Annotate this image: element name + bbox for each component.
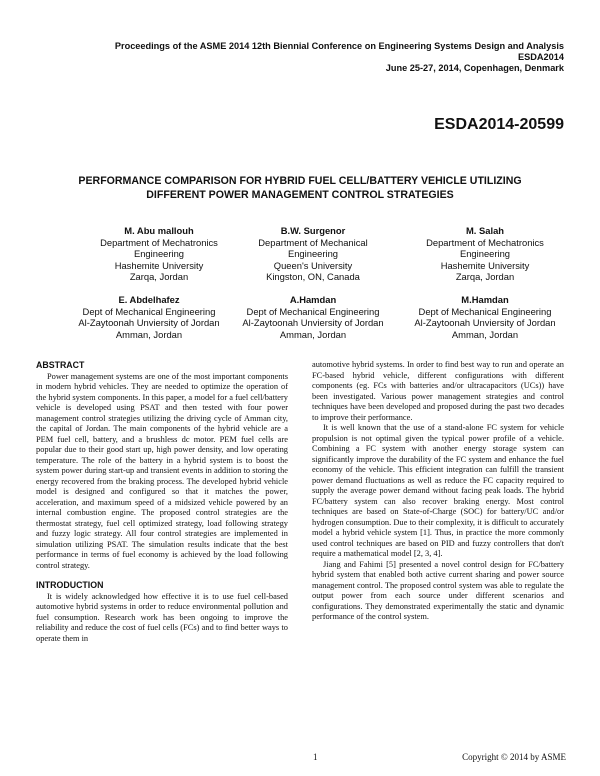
author-affiliation-line: Amman, Jordan — [279, 328, 347, 340]
author-name: A.Hamdan — [289, 294, 337, 305]
author-affiliation-line: Zarqa, Jordan — [455, 271, 515, 283]
author-affiliation-line: Kingston, ON, Canada — [266, 271, 360, 283]
author-affiliation-line: Dept of Mechanical Engineering — [246, 305, 380, 317]
author-affiliation-line: Amman, Jordan — [115, 328, 183, 340]
author-affiliation-line: Department of Mechatronics — [426, 236, 544, 248]
page-number: 1 — [313, 752, 318, 762]
right-column — [312, 360, 564, 623]
left-column — [36, 360, 288, 644]
author-affiliation-line: Amman, Jordan — [451, 328, 519, 340]
author-name: B.W. Surgenor — [280, 225, 346, 236]
author-affiliation-line: Hashemite University — [440, 259, 530, 271]
abstract-heading: ABSTRACT — [36, 360, 85, 370]
author-name: E. Abdelhafez — [118, 294, 180, 305]
author-block — [390, 294, 580, 340]
author-affiliation-line: Al-Zaytoonah Unviersity of Jordan — [242, 317, 384, 329]
author-block — [54, 294, 244, 340]
author-affiliation-line: Engineering — [287, 248, 339, 260]
conference-dates: June 25-27, 2014, Copenhagen, Denmark — [385, 63, 564, 73]
body-paragraph: automotive hybrid systems. In order to find best way to run and operate an FC-based hybrid vehicle, different configurations with different components (eg. FCs with batteries and/or ultracapacitors (UCs)) have been investigated. Various power management strategies and control techniques have been developed and proposed during the past two decades to improve their performance. — [312, 360, 564, 422]
author-affiliation-line: Hashemite University — [114, 259, 204, 271]
author-affiliation-line: Engineering — [459, 248, 511, 260]
abstract-text: Power management systems are one of the most important components in modern hybrid vehicles. They are needed to optimize the operation of the hybrid system components. In this paper, a model for a fuel cell/battery vehicle is developed using PSAT and then tested with four power management control strategies utilizing the driving cycle of Amman city, the capital of Jordan. The main components of the hybrid vehicle are a PEM fuel cell, battery, and a brushless dc motor. PEM fuel cells are popular due to their good start up, high power density, and low operating temperature. The role of the battery in a hybrid system is to boost the system power during start-up and transient events in addition to storing the energy recovered from the braking process. The developed hybrid vehicle model is designed and configured so that it matches the power, acceleration, and maximum speed of a midsized vehicle powered by an internal combustion engine. The proposed control strategies are the thermostat strategy, fuel cell optimized strategy, load following strategy and fuzzy logic strategy. All four control strategies are implemented in simulation utilizing PSAT. The simulation results indicate that the best performance in terms of fuel economy is achieved by the load following control strategy. — [36, 371, 288, 570]
introduction-paragraph: It is widely acknowledged how effective it is to use fuel cell-based automotive hybrid systems in order to reduce environmental pollution and fuel consumption. Research work has been ongoing to improve the reliability and reduce the cost of fuel cells (FCs) and to find better ways to operate them in — [36, 591, 288, 643]
body-paragraph: Jiang and Fahimi [5] presented a novel control design for FC/battery hybrid system that enabled both active current sharing and power source management control. The proposed control system was able to regulate the output power from each source under different scenarios and configurations. They demonstrated experimentally the static and dynamic performance of the control system. — [312, 559, 564, 621]
author-affiliation-line: Al-Zaytoonah Unviersity of Jordan — [414, 317, 556, 329]
author-affiliation-line: Al-Zaytoonah Unviersity of Jordan — [78, 317, 220, 329]
author-name: M.Hamdan — [461, 294, 509, 305]
author-affiliation-line: Dept of Mechanical Engineering — [82, 305, 216, 317]
author-affiliation-line: Zarqa, Jordan — [129, 271, 189, 283]
author-name: M. Abu mallouh — [124, 225, 194, 236]
author-affiliation-line: Dept of Mechanical Engineering — [418, 305, 552, 317]
author-block — [390, 225, 580, 283]
copyright: Copyright © 2014 by ASME — [462, 752, 566, 762]
author-block — [218, 225, 408, 283]
conference-header: Proceedings of the ASME 2014 12th Biennial Conference on Engineering Systems Design and Analysis — [114, 41, 564, 51]
conference-code: ESDA2014 — [518, 52, 564, 62]
paper-title-line2: DIFFERENT POWER MANAGEMENT CONTROL STRATEGIES — [146, 189, 454, 201]
author-block — [218, 294, 408, 340]
paper-title-line1: PERFORMANCE COMPARISON FOR HYBRID FUEL CELL/BATTERY VEHICLE UTILIZING — [78, 175, 522, 187]
author-affiliation-line: Engineering — [133, 248, 185, 260]
author-name: M. Salah — [465, 225, 505, 236]
author-affiliation-line: Department of Mechanical — [258, 236, 368, 248]
body-paragraph: It is well known that the use of a stand-alone FC system for vehicle propulsion is not optimal given the typical power profile of a vehicle. Combining a FC system with another energy storage system can significantly improve the durability of the FC system and enhance the fuel economy of the vehicle. This efficient integration can fulfill the transient power demand fluctuations as well as reduce the FC capacity required to supply the average power demand without facing peak loads. The hybrid FC/battery system can also recover braking energy. Most control techniques are based on State-of-Charge (SOC) for battery/UC and/or hydrogen consumption. Due to their complexity, it is difficult to accurately model a hybrid vehicle system [1]. Thus, in practice the more commonly used control techniques are based on PID and fuzzy controllers that don't require a mathematical model [2, 3, 4]. — [312, 423, 564, 558]
introduction-heading: INTRODUCTION — [36, 580, 104, 590]
paper-id: ESDA2014-20599 — [434, 116, 564, 133]
author-affiliation-line: Department of Mechatronics — [100, 236, 218, 248]
author-affiliation-line: Queen's University — [273, 259, 353, 271]
